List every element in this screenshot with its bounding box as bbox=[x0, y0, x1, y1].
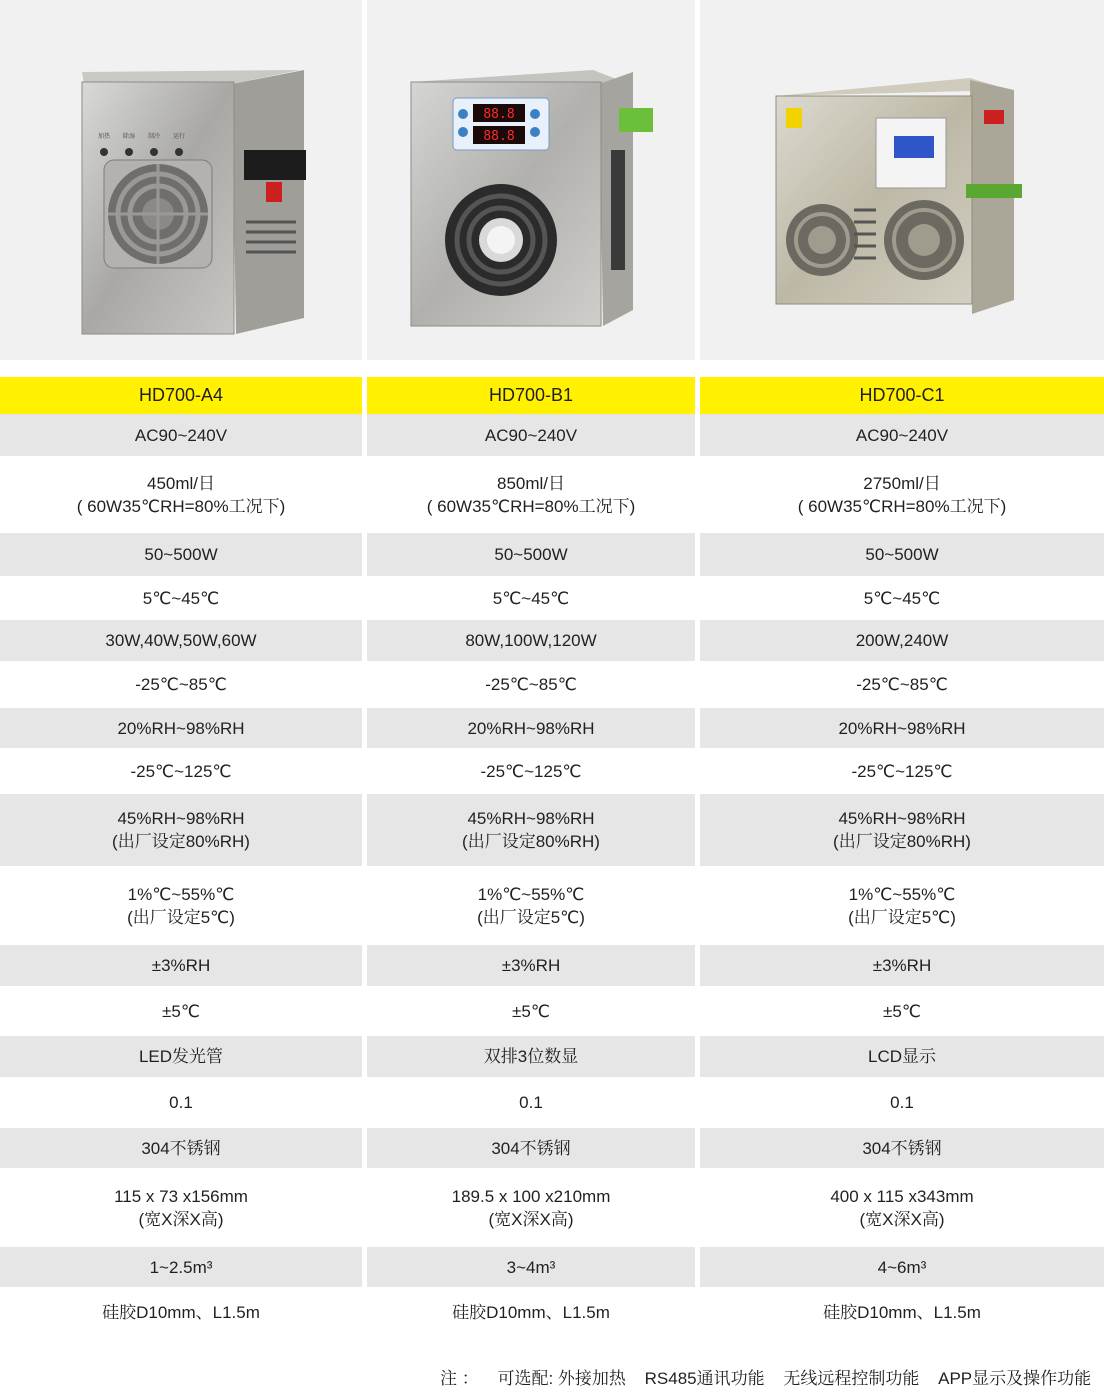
table-row bbox=[0, 414, 1104, 456]
table-cell bbox=[367, 1036, 695, 1077]
product-photo-hd700-a4 bbox=[0, 0, 362, 360]
cell-line: 双排3位数显 bbox=[483, 1047, 579, 1066]
table-cell bbox=[0, 708, 362, 748]
cell-line: (出厂设定5℃) bbox=[477, 907, 585, 927]
cell-line: ( 60W35℃RH=80%工况下) bbox=[797, 496, 1007, 516]
cell-line: ±3%RH bbox=[151, 956, 211, 975]
cell-line: ±3%RH bbox=[872, 956, 932, 975]
table-cell bbox=[0, 533, 362, 576]
table-cell bbox=[700, 576, 1104, 620]
table-cell bbox=[700, 748, 1104, 794]
table-row bbox=[0, 533, 1104, 576]
cell-line: (出厂设定5℃) bbox=[127, 907, 235, 927]
cell-line: HD700-C1 bbox=[859, 385, 945, 405]
product-photo-hd700-b1 bbox=[367, 0, 695, 360]
cell-line: AC90~240V bbox=[855, 425, 949, 445]
table-cell bbox=[367, 456, 695, 533]
cell-line: (出厂设定80%RH) bbox=[112, 832, 250, 851]
table-cell bbox=[700, 1128, 1104, 1168]
cell-line: 4~6m³ bbox=[877, 1257, 927, 1277]
model-name-cell bbox=[0, 377, 362, 414]
table-cell bbox=[0, 866, 362, 945]
table-cell bbox=[367, 620, 695, 661]
cell-line: 1%℃~55%℃ bbox=[127, 884, 235, 904]
table-cell bbox=[367, 1168, 695, 1247]
table-cell bbox=[700, 986, 1104, 1036]
table-row bbox=[0, 1128, 1104, 1168]
table-row bbox=[0, 1168, 1104, 1247]
cell-line: 45%RH~98%RH bbox=[117, 809, 245, 828]
table-row bbox=[0, 456, 1104, 533]
table-cell bbox=[367, 986, 695, 1036]
cell-line: AC90~240V bbox=[134, 425, 228, 445]
table-cell bbox=[367, 794, 695, 866]
footnote bbox=[440, 1364, 1104, 1389]
table-cell bbox=[0, 1036, 362, 1077]
cell-line: HD700-B1 bbox=[488, 385, 574, 405]
table-cell bbox=[367, 866, 695, 945]
cell-line: 1%℃~55%℃ bbox=[848, 884, 956, 904]
cell-line: AC90~240V bbox=[484, 425, 578, 445]
product-photo-hd700-c1 bbox=[700, 0, 1104, 360]
table-cell bbox=[0, 945, 362, 986]
table-cell bbox=[700, 708, 1104, 748]
table-cell bbox=[0, 1077, 362, 1128]
table-cell bbox=[367, 748, 695, 794]
cell-line: LCD显示 bbox=[867, 1047, 936, 1066]
cell-line: 0.1 bbox=[519, 1093, 543, 1112]
cell-line: -25℃~85℃ bbox=[485, 675, 577, 694]
footnote-item: RS485通讯功能 bbox=[644, 1369, 765, 1388]
table-cell bbox=[367, 1077, 695, 1128]
cell-line: 80W,100W,120W bbox=[465, 631, 597, 650]
display-top-digits: 88.8 bbox=[483, 107, 515, 122]
table-cell bbox=[700, 661, 1104, 708]
cell-line: (出厂设定5℃) bbox=[848, 907, 956, 927]
cell-line: 115 x 73 x156mm bbox=[114, 1186, 248, 1206]
cell-line: 5℃~45℃ bbox=[492, 588, 570, 608]
table-row bbox=[0, 1287, 1104, 1337]
cell-line: -25℃~85℃ bbox=[135, 675, 227, 694]
table-cell bbox=[700, 620, 1104, 661]
cell-line: HD700-A4 bbox=[138, 385, 224, 405]
footnote-item: 无线远程控制功能 bbox=[783, 1369, 920, 1388]
table-cell bbox=[0, 661, 362, 708]
table-cell bbox=[367, 414, 695, 456]
table-cell bbox=[0, 576, 362, 620]
table-cell bbox=[700, 945, 1104, 986]
table-cell bbox=[700, 1247, 1104, 1287]
cell-line: 450ml/日 bbox=[146, 473, 216, 493]
cell-line: (宽X深X高) bbox=[859, 1209, 945, 1229]
table-cell bbox=[0, 414, 362, 456]
cell-line: (宽X深X高) bbox=[138, 1209, 224, 1229]
cell-line: 5℃~45℃ bbox=[863, 588, 941, 608]
table-cell bbox=[367, 1287, 695, 1337]
cell-line: 30W,40W,50W,60W bbox=[105, 631, 257, 650]
table-cell bbox=[0, 620, 362, 661]
table-row bbox=[0, 986, 1104, 1036]
table-row bbox=[0, 748, 1104, 794]
footnote-prefix: 注 ： bbox=[440, 1369, 479, 1388]
cell-line: 硅胶D10mm、L1.5m bbox=[102, 1302, 260, 1322]
cell-line: ±5℃ bbox=[162, 1001, 200, 1021]
cell-line: LED发光管 bbox=[138, 1047, 224, 1066]
cell-line: 189.5 x 100 x210mm bbox=[451, 1186, 611, 1206]
cell-line: ±5℃ bbox=[512, 1001, 550, 1021]
cell-line: (出厂设定80%RH) bbox=[462, 832, 600, 851]
table-cell bbox=[367, 708, 695, 748]
cell-line: 400 x 115 x343mm bbox=[830, 1186, 974, 1206]
footnote-item: 可选配: 外接加热 bbox=[497, 1369, 626, 1388]
table-cell bbox=[367, 576, 695, 620]
cell-line: ( 60W35℃RH=80%工况下) bbox=[426, 496, 636, 516]
cell-line: 0.1 bbox=[169, 1093, 193, 1112]
cell-line: 304不锈钢 bbox=[491, 1138, 571, 1158]
cell-line: 304不锈钢 bbox=[141, 1138, 221, 1158]
led-label-dehumidify: 除湿 bbox=[122, 133, 136, 140]
table-cell bbox=[700, 794, 1104, 866]
model-name-cell bbox=[700, 377, 1104, 414]
table-cell bbox=[367, 945, 695, 986]
table-cell bbox=[0, 1128, 362, 1168]
cell-line: 45%RH~98%RH bbox=[838, 809, 966, 828]
table-cell bbox=[367, 1247, 695, 1287]
cell-line: (出厂设定80%RH) bbox=[833, 832, 971, 851]
led-label-heat: 加热 bbox=[97, 133, 111, 140]
table-row bbox=[0, 661, 1104, 708]
cell-line: 304不锈钢 bbox=[862, 1138, 942, 1158]
cell-line: -25℃~85℃ bbox=[856, 675, 948, 694]
cell-line: ( 60W35℃RH=80%工况下) bbox=[76, 496, 286, 516]
table-row bbox=[0, 620, 1104, 661]
table-cell bbox=[0, 456, 362, 533]
table-cell bbox=[0, 1287, 362, 1337]
led-label-cool: 制冷 bbox=[147, 133, 161, 140]
table-row bbox=[0, 708, 1104, 748]
table-cell bbox=[700, 1036, 1104, 1077]
cell-line: 20%RH~98%RH bbox=[117, 718, 245, 738]
table-cell bbox=[0, 1247, 362, 1287]
cell-line: 20%RH~98%RH bbox=[467, 718, 595, 738]
table-cell bbox=[367, 661, 695, 708]
cell-line: 硅胶D10mm、L1.5m bbox=[452, 1302, 610, 1322]
cell-line: 0.1 bbox=[890, 1093, 914, 1112]
table-cell bbox=[700, 866, 1104, 945]
table-cell bbox=[0, 986, 362, 1036]
table-row bbox=[0, 1077, 1104, 1128]
table-cell bbox=[367, 533, 695, 576]
table-cell bbox=[700, 1287, 1104, 1337]
cell-line: 850ml/日 bbox=[496, 473, 566, 493]
cell-line: (宽X深X高) bbox=[488, 1209, 574, 1229]
table-row bbox=[0, 794, 1104, 866]
cell-line: 硅胶D10mm、L1.5m bbox=[823, 1302, 981, 1322]
footnote-item: APP显示及操作功能 bbox=[938, 1369, 1092, 1388]
cell-line: 20%RH~98%RH bbox=[838, 718, 966, 738]
table-cell bbox=[700, 1077, 1104, 1128]
cell-line: 50~500W bbox=[144, 545, 218, 564]
model-name-cell bbox=[367, 377, 695, 414]
cell-line: 1%℃~55%℃ bbox=[477, 884, 585, 904]
cell-line: ±5℃ bbox=[883, 1001, 921, 1021]
table-cell bbox=[700, 414, 1104, 456]
product-photos bbox=[0, 0, 1104, 360]
table-cell bbox=[700, 456, 1104, 533]
table-row bbox=[0, 576, 1104, 620]
cell-line: 50~500W bbox=[865, 545, 939, 564]
cell-line: -25℃~125℃ bbox=[480, 761, 582, 781]
table-cell bbox=[0, 794, 362, 866]
cell-line: 50~500W bbox=[494, 545, 568, 564]
cell-line: 2750ml/日 bbox=[863, 473, 941, 493]
table-cell bbox=[0, 748, 362, 794]
table-row bbox=[0, 866, 1104, 945]
table-cell bbox=[0, 1168, 362, 1247]
cell-line: 200W,240W bbox=[855, 631, 949, 650]
cell-line: 5℃~45℃ bbox=[142, 588, 220, 608]
table-cell bbox=[700, 533, 1104, 576]
table-header-row bbox=[0, 377, 1104, 414]
table-row bbox=[0, 945, 1104, 986]
cell-line: -25℃~125℃ bbox=[851, 761, 953, 781]
led-label-run: 运行 bbox=[172, 133, 186, 140]
table-cell bbox=[700, 1168, 1104, 1247]
cell-line: 3~4m³ bbox=[506, 1257, 556, 1277]
cell-line: -25℃~125℃ bbox=[130, 761, 232, 781]
cell-line: 45%RH~98%RH bbox=[467, 809, 595, 828]
table-row bbox=[0, 1247, 1104, 1287]
cell-line: ±3%RH bbox=[501, 956, 561, 975]
table-row bbox=[0, 1036, 1104, 1077]
table-cell bbox=[367, 1128, 695, 1168]
display-bottom-digits: 88.8 bbox=[483, 129, 515, 144]
cell-line: 1~2.5m³ bbox=[149, 1257, 213, 1277]
